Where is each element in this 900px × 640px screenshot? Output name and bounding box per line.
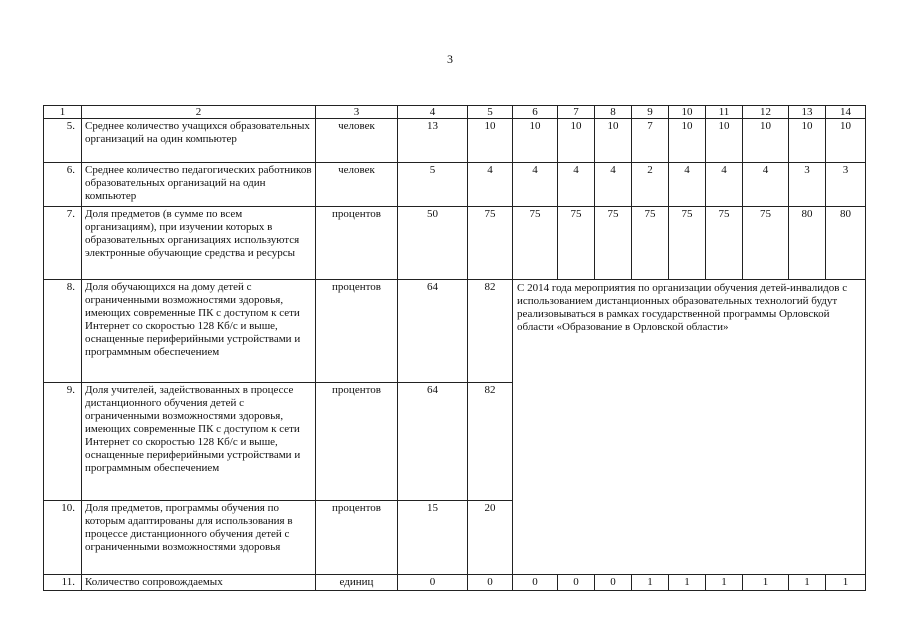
value-cell: 64 [398,280,468,383]
value-cell: 82 [468,280,513,383]
header-cell: 10 [669,106,706,119]
value-cell: 15 [398,501,468,575]
indicator-name: Доля обучающихся на дому детей с ограниченными возможностями здоровья, имеющих современные ПК с доступом к сети Интернет со скоростью 128 Кб/с и выше, оснащенные периферийными устройствами и программным обеспечением [82,280,316,383]
value-cell: 0 [468,575,513,591]
table-row [44,280,866,383]
unit-cell: человек [316,163,398,207]
value-cell: 10 [706,119,743,163]
value-cell: 4 [513,163,558,207]
value-cell: 80 [789,207,826,280]
indicator-name: Доля предметов, программы обучения по которым адаптированы для использования в процессе дистанционного обучения детей с ограниченными возможностями здоровья [82,501,316,575]
row-number: 7. [44,207,82,280]
value-cell: 0 [595,575,632,591]
header-cell: 6 [513,106,558,119]
value-cell: 13 [398,119,468,163]
value-cell: 20 [468,501,513,575]
row-number: 8. [44,280,82,383]
indicator-name: Доля предметов (в сумме по всем организациям), при изучении которых в образовательных организациях используются электронные обучающие средства и ресурсы [82,207,316,280]
value-cell: 3 [826,163,866,207]
value-cell: 0 [558,575,595,591]
value-cell: 1 [789,575,826,591]
unit-cell: процентов [316,383,398,501]
table-row [44,119,866,163]
value-cell: 0 [398,575,468,591]
header-cell: 9 [632,106,669,119]
merged-note: С 2014 года мероприятия по организации обучения детей-инвалидов с использованием дистанционных образовательных технологий будут реализовываться в рамках государственной программы Орловской области «Образование в Орловской области» [513,280,866,575]
indicator-name: Среднее количество учащихся образовательных организаций на один компьютер [82,119,316,163]
value-cell: 4 [558,163,595,207]
unit-cell: процентов [316,280,398,383]
header-cell: 7 [558,106,595,119]
value-cell: 2 [632,163,669,207]
row-number: 11. [44,575,82,591]
value-cell: 7 [632,119,669,163]
value-cell: 10 [468,119,513,163]
value-cell: 75 [558,207,595,280]
value-cell: 80 [826,207,866,280]
value-cell: 75 [706,207,743,280]
header-cell: 11 [706,106,743,119]
value-cell: 5 [398,163,468,207]
header-cell: 1 [44,106,82,119]
value-cell: 75 [468,207,513,280]
header-cell: 12 [743,106,789,119]
unit-cell: единиц [316,575,398,591]
value-cell: 10 [826,119,866,163]
header-row [44,106,866,119]
value-cell: 10 [669,119,706,163]
value-cell: 1 [826,575,866,591]
table-row [44,575,866,591]
value-cell: 75 [743,207,789,280]
header-cell: 8 [595,106,632,119]
value-cell: 1 [743,575,789,591]
value-cell: 3 [789,163,826,207]
indicator-name: Количество сопровождаемых [82,575,316,591]
indicator-name: Среднее количество педагогических работников образовательных организаций на один компьютер [82,163,316,207]
value-cell: 64 [398,383,468,501]
unit-cell: процентов [316,501,398,575]
indicator-name: Доля учителей, задействованных в процессе дистанционного обучения детей с ограниченными возможностями здоровья, имеющих современные ПК с доступом к сети Интернет со скоростью 128 Кб/с и выше, оснащенные периферийными устройствами и программным обеспечением [82,383,316,501]
value-cell: 82 [468,383,513,501]
table-row [44,163,866,207]
row-number: 6. [44,163,82,207]
row-number: 5. [44,119,82,163]
value-cell: 75 [513,207,558,280]
value-cell: 4 [743,163,789,207]
value-cell: 4 [706,163,743,207]
value-cell: 4 [468,163,513,207]
header-cell: 2 [82,106,316,119]
header-cell: 5 [468,106,513,119]
value-cell: 10 [789,119,826,163]
value-cell: 1 [632,575,669,591]
unit-cell: человек [316,119,398,163]
value-cell: 50 [398,207,468,280]
indicators-table [43,105,866,591]
page-number: 3 [447,52,453,66]
value-cell: 10 [743,119,789,163]
value-cell: 10 [513,119,558,163]
value-cell: 1 [669,575,706,591]
value-cell: 10 [595,119,632,163]
value-cell: 75 [632,207,669,280]
unit-cell: процентов [316,207,398,280]
value-cell: 1 [706,575,743,591]
row-number: 9. [44,383,82,501]
value-cell: 0 [513,575,558,591]
header-cell: 14 [826,106,866,119]
value-cell: 4 [669,163,706,207]
header-cell: 13 [789,106,826,119]
header-cell: 4 [398,106,468,119]
value-cell: 75 [669,207,706,280]
value-cell: 10 [558,119,595,163]
table-row [44,207,866,280]
value-cell: 75 [595,207,632,280]
row-number: 10. [44,501,82,575]
value-cell: 4 [595,163,632,207]
header-cell: 3 [316,106,398,119]
